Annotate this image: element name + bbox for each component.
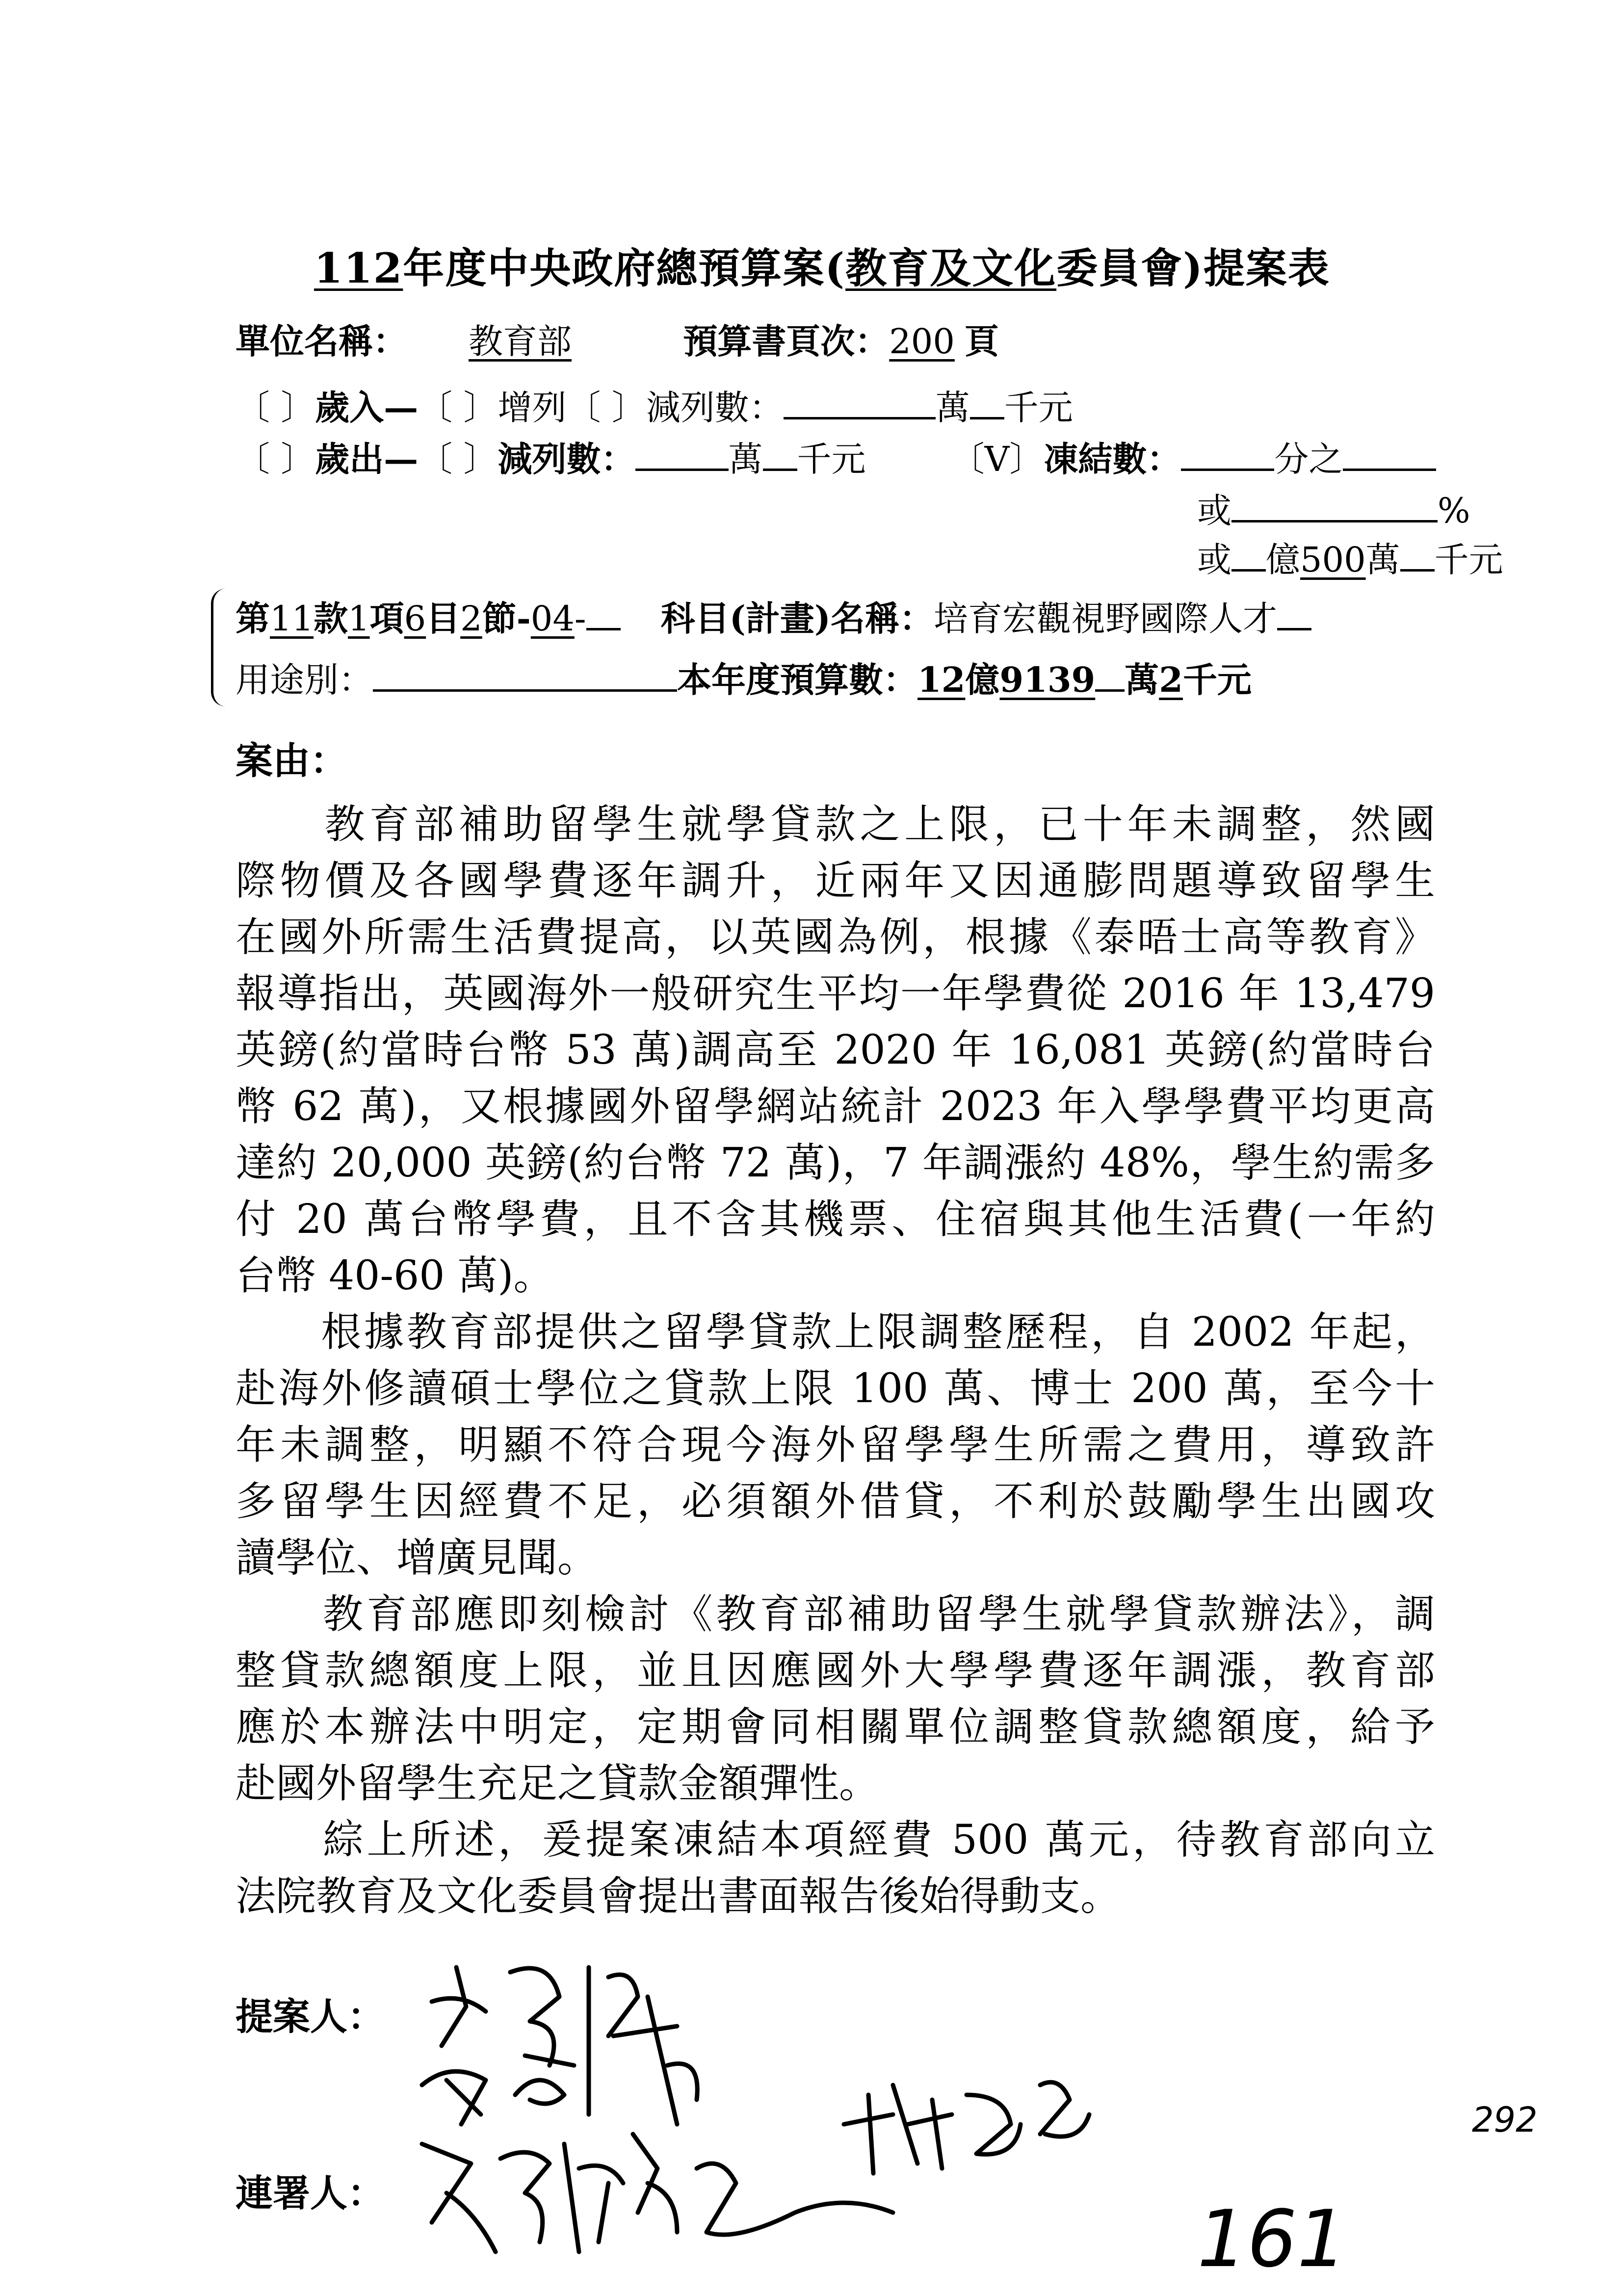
body-line: 報導指出，英國海外一般研究生平均一年學費從 2016 年 13,479 xyxy=(236,970,1435,1017)
page-value: 200 xyxy=(889,321,955,362)
or-percent-row: 或 % xyxy=(1197,491,1470,531)
body-line: 在國外所需生活費提高，以英國為例，根據《泰晤士高等教育》 xyxy=(236,914,1435,961)
body-line: 台幣 40-60 萬)。 xyxy=(236,1252,554,1299)
unit-value: 教育部 xyxy=(469,321,572,362)
freeze-checkbox: 〔V〕 xyxy=(950,439,1044,479)
body-line: 整貸款總額度上限，並且因應國外大學學費逐年調漲，教育部 xyxy=(236,1647,1435,1694)
body-line: 達約 20,000 英鎊(約台幣 72 萬)，7 年調漲約 48%，學生約需多 xyxy=(236,1140,1435,1186)
body-line: 多留學生因經費不足，必須額外借貸，不利於鼓勵學生出國攻 xyxy=(236,1478,1435,1525)
item-bracket xyxy=(211,589,233,706)
revenue-row: 〔 〕歲入—〔 〕增列〔 〕減列數： 萬 千元 xyxy=(236,387,1073,428)
proposer-signature xyxy=(422,1967,697,2124)
body-line: 根據教育部提供之留學貸款上限調整歷程，自 2002 年起， xyxy=(236,1309,1435,1356)
body-line: 年未調整，明顯不符合現今海外留學學生所需之費用，導致許 xyxy=(236,1422,1435,1468)
or-amount-row: 或 億500萬 千元 xyxy=(1197,540,1503,580)
body-line: 教育部補助留學生就學貸款之上限，已十年未調整，然國 xyxy=(236,801,1435,848)
handwritten-number-292: 292 xyxy=(1472,2100,1538,2140)
cosigner-signature xyxy=(422,2082,1089,2252)
body-line: 英鎊(約當時台幣 53 萬)調高至 2020 年 16,081 英鎊(約當時台 xyxy=(236,1027,1435,1073)
body-line: 教育部應即刻檢討《教育部補助留學生就學貸款辦法》，調 xyxy=(236,1591,1435,1638)
body-line: 赴國外留學生充足之貸款金額彈性。 xyxy=(236,1760,880,1807)
item-row: 第11款1項6目2節-04- 科目(計畫)名稱：培育宏觀視野國際人才 xyxy=(236,591,1311,641)
usage-row: 用途別： 本年度預算數：12億9139 萬2千元 xyxy=(236,659,1252,700)
reason-label: 案由： xyxy=(236,739,347,783)
handwritten-number-161: 161 xyxy=(1197,2193,1347,2285)
unit-row: 單位名稱： 教育部 預算書頁次：200 頁 xyxy=(236,314,999,364)
expense-checkbox: 〔 〕 xyxy=(236,439,315,479)
expense-row: 〔 〕歲出—〔 〕減列數： 萬 千元 〔V〕凍結數： 分之 xyxy=(236,432,1436,481)
body-line: 幣 62 萬)，又根據國外留學網站統計 2023 年入學學費平均更高 xyxy=(236,1083,1435,1130)
body-line: 法院教育及文化委員會提出書面報告後始得動支。 xyxy=(236,1873,1121,1920)
proposer-label: 提案人： xyxy=(236,1995,385,2038)
body-line: 際物價及各國學費逐年調升，近兩年又因通膨問題導致留學生 xyxy=(236,858,1435,904)
page-title: 112年度中央政府總預算案(教育及文化委員會)提案表 xyxy=(314,244,1330,292)
body-line: 綜上所述，爰提案凍結本項經費 500 萬元，待教育部向立 xyxy=(236,1817,1435,1863)
handwritten-signatures xyxy=(402,1938,1580,2296)
body-line: 赴海外修讀碩士學位之貸款上限 100 萬、博士 200 萬，至今十 xyxy=(236,1365,1435,1412)
body-line: 讀學位、增廣見聞。 xyxy=(236,1535,598,1581)
revenue-checkbox: 〔 〕 xyxy=(236,388,315,428)
cosigner-label: 連署人： xyxy=(236,2171,385,2215)
body-line: 付 20 萬台幣學費，且不含其機票、住宿與其他生活費(一年約 xyxy=(236,1196,1435,1243)
body-line: 應於本辦法中明定，定期會同相關單位調整貸款總額度，給予 xyxy=(236,1704,1435,1750)
